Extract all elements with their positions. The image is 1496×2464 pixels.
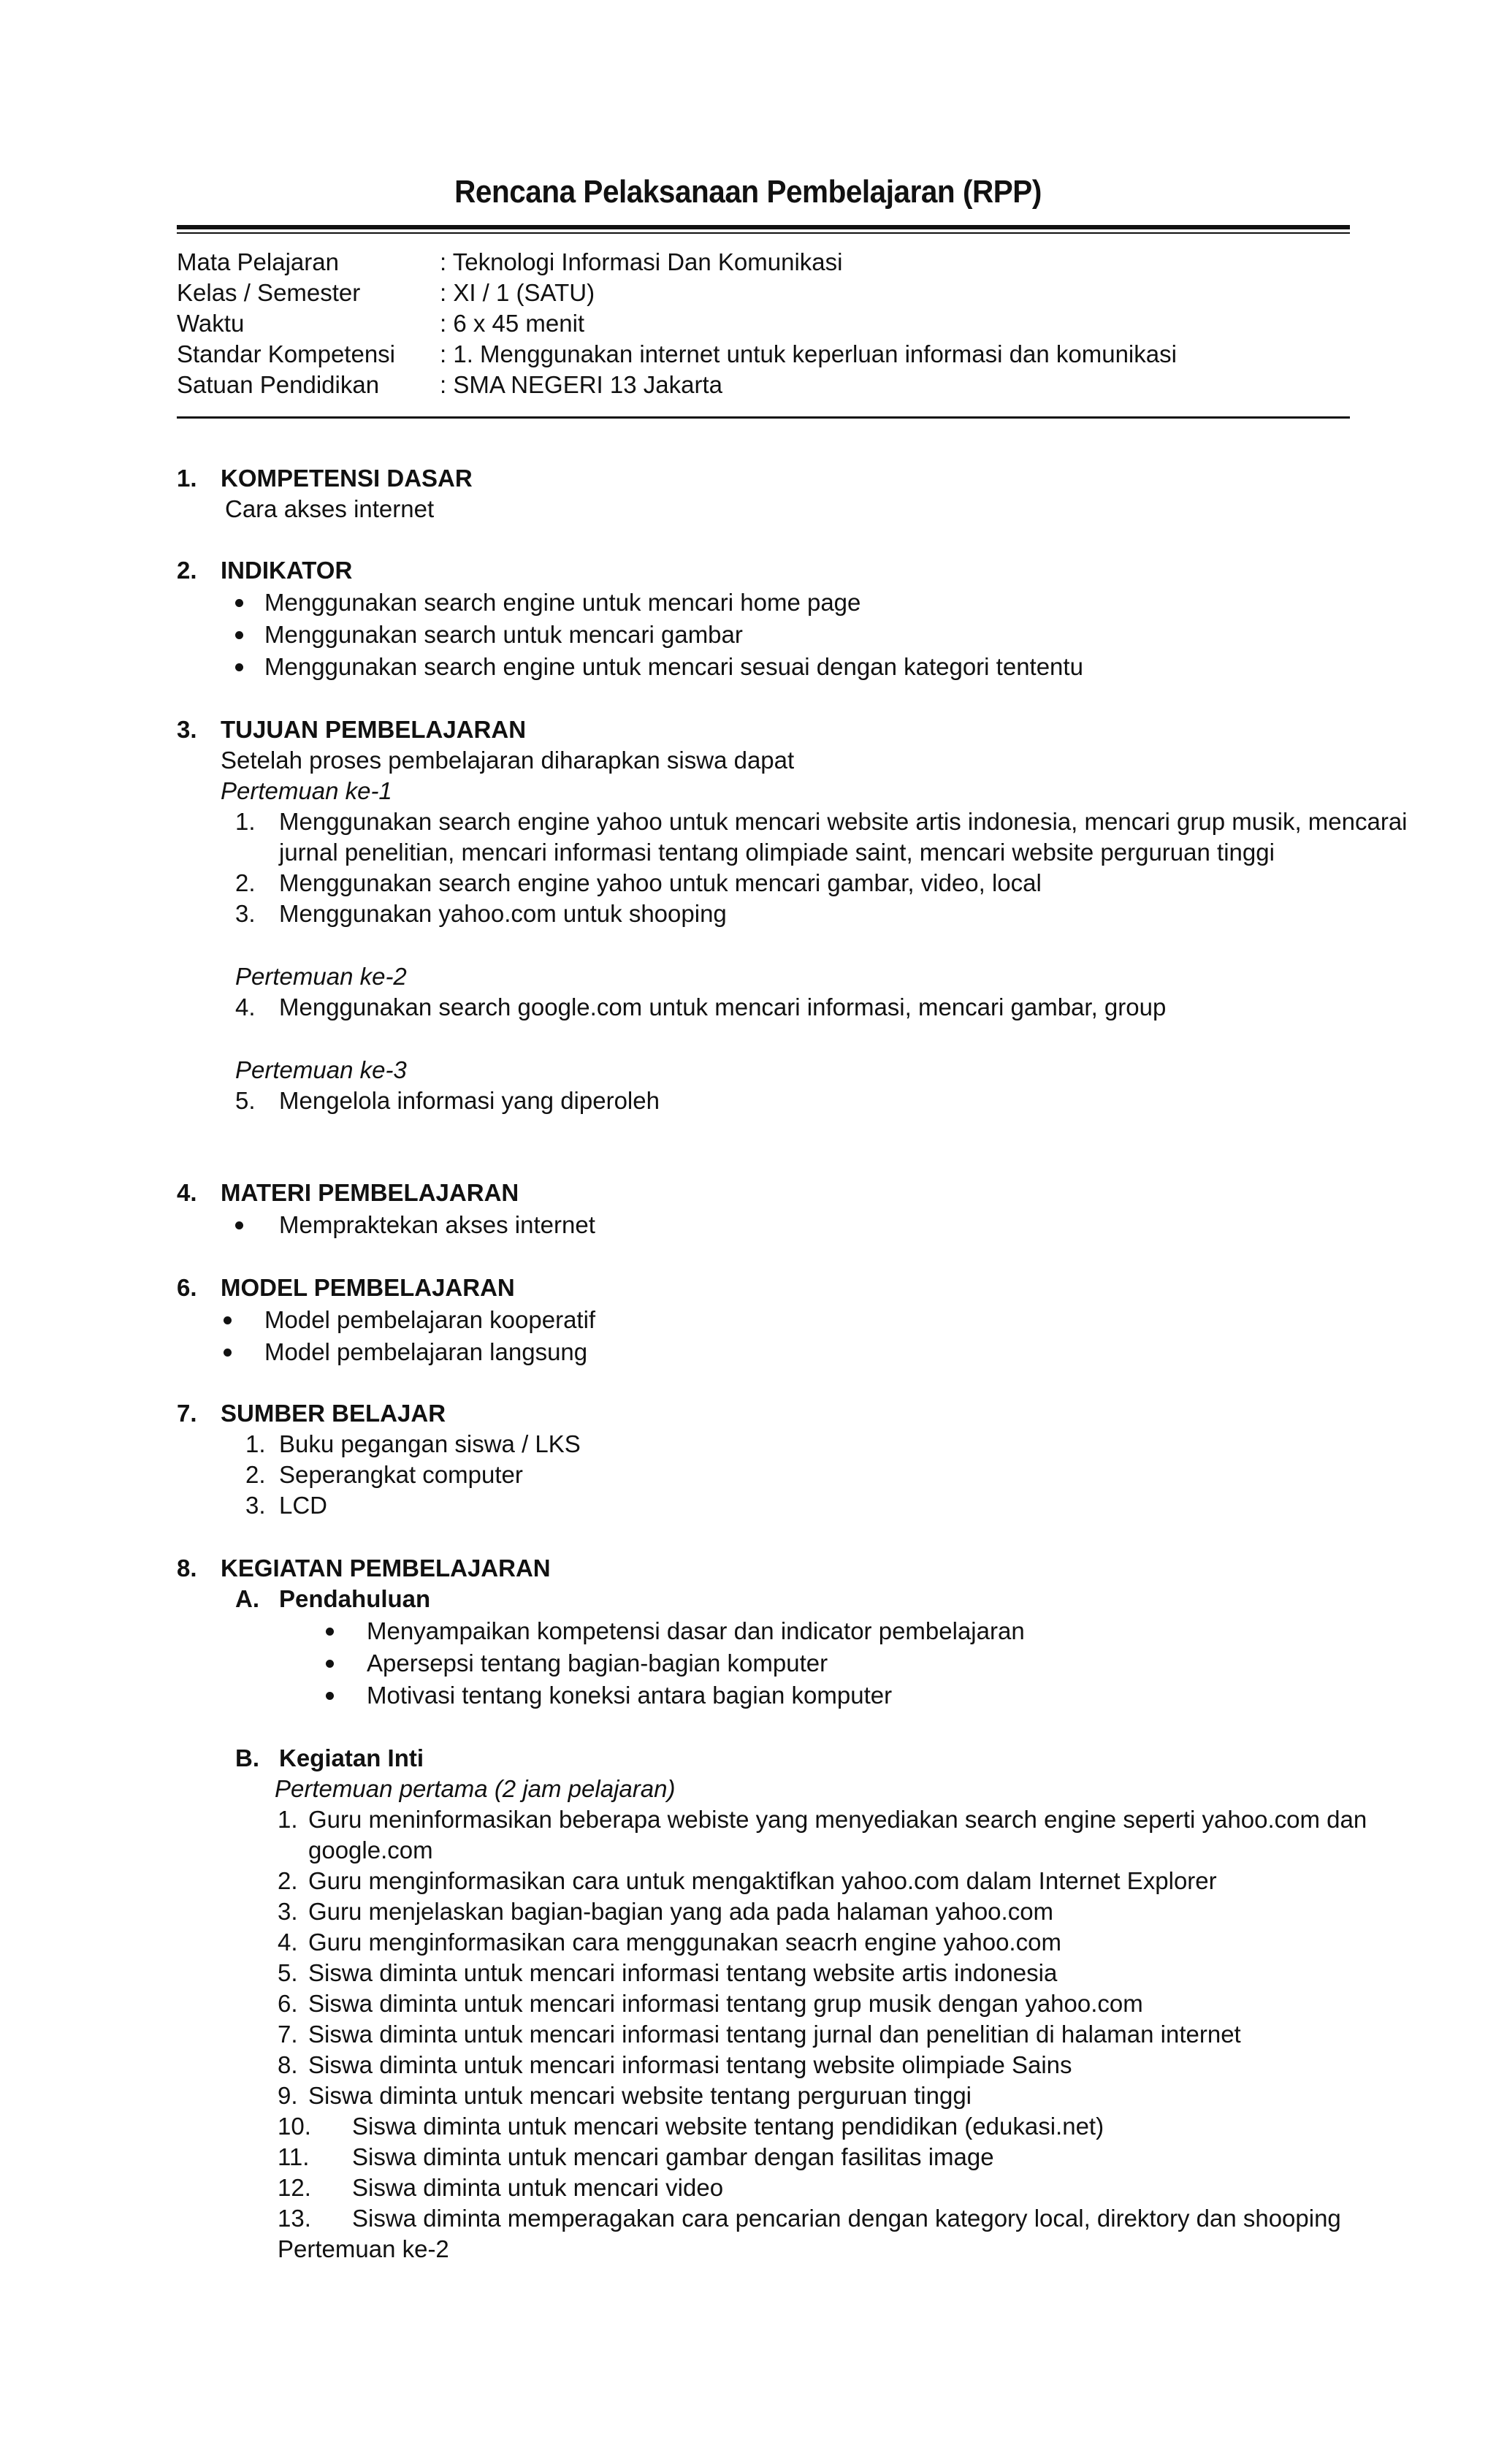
item-number: 2. xyxy=(245,1461,266,1488)
section-number: 2. xyxy=(177,557,197,584)
section-number: 3. xyxy=(177,716,197,743)
item-number: 5. xyxy=(278,1959,298,1986)
item-number: 12. xyxy=(278,2174,311,2201)
section-heading-sumber-belajar: SUMBER BELAJAR xyxy=(221,1400,446,1427)
list-item: Menggunakan search google.com untuk mencari informasi, mencari gambar, group xyxy=(279,993,1167,1021)
item-number: 4. xyxy=(278,1929,298,1956)
item-number: 3. xyxy=(278,1898,298,1925)
item-number: 11. xyxy=(278,2143,310,2170)
meta-label: Satuan Pendidikan xyxy=(177,371,380,398)
bullet-icon xyxy=(235,663,243,671)
section-heading-tujuan-pembelajaran: TUJUAN PEMBELAJARAN xyxy=(221,716,527,743)
subsection-heading-kegiatan-inti: Kegiatan Inti xyxy=(279,1744,424,1771)
item-number: 9. xyxy=(278,2082,298,2109)
document-title: Rencana Pelaksanaan Pembelajaran (RPP) xyxy=(454,174,1042,210)
section-text: Cara akses internet xyxy=(225,495,435,522)
section-heading-indikator: INDIKATOR xyxy=(221,557,353,584)
list-item: Buku pegangan siswa / LKS xyxy=(279,1430,581,1457)
list-item: Menggunakan search engine untuk mencari home page xyxy=(264,589,861,616)
meeting-label: Pertemuan ke-2 xyxy=(235,963,407,990)
item-number: 13. xyxy=(278,2205,311,2232)
meta-value: : Teknologi Informasi Dan Komunikasi xyxy=(440,248,843,275)
section-heading-kegiatan-pembelajaran: KEGIATAN PEMBELAJARAN xyxy=(221,1555,551,1582)
list-item: Siswa diminta memperagakan cara pencarian dengan kategory local, direktory dan shooping xyxy=(352,2205,1341,2232)
bullet-icon xyxy=(235,1221,243,1229)
list-item: Siswa diminta untuk mencari informasi tentang jurnal dan penelitian di halaman internet xyxy=(308,2021,1241,2048)
list-item: Guru menjelaskan bagian-bagian yang ada pada halaman yahoo.com xyxy=(308,1898,1054,1925)
bullet-icon xyxy=(326,1660,334,1668)
list-item: Mengelola informasi yang diperoleh xyxy=(279,1087,660,1114)
item-number: 3. xyxy=(245,1492,266,1519)
list-item: Siswa diminta untuk mencari informasi tentang website olimpiade Sains xyxy=(308,2051,1072,2078)
section-heading-kompetensi-dasar: KOMPETENSI DASAR xyxy=(221,465,473,492)
section-number: 6. xyxy=(177,1274,197,1301)
subsection-letter: A. xyxy=(235,1585,259,1612)
item-number: 1. xyxy=(235,808,256,835)
bullet-icon xyxy=(326,1628,334,1636)
item-number: 2. xyxy=(278,1867,298,1894)
section-heading-model-pembelajaran: MODEL PEMBELAJARAN xyxy=(221,1274,515,1301)
list-item: Seperangkat computer xyxy=(279,1461,523,1488)
meta-value: : 1. Menggunakan internet untuk keperluan informasi dan komunikasi xyxy=(440,340,1177,367)
title-rule-thick xyxy=(177,225,1350,229)
bullet-icon xyxy=(235,599,243,607)
item-number: 10. xyxy=(278,2113,311,2140)
bullet-icon xyxy=(224,1316,232,1324)
meta-label: Standar Kompetensi xyxy=(177,340,396,367)
section-heading-materi-pembelajaran: MATERI PEMBELAJARAN xyxy=(221,1179,519,1206)
list-item: Siswa diminta untuk mencari video xyxy=(352,2174,724,2201)
meeting-label: Pertemuan pertama (2 jam pelajaran) xyxy=(275,1775,676,1802)
list-item: Menggunakan search untuk mencari gambar xyxy=(264,621,743,648)
meeting-label: Pertemuan ke-3 xyxy=(235,1056,407,1083)
list-item: Siswa diminta untuk mencari informasi tentang website artis indonesia xyxy=(308,1959,1058,1986)
list-item: Menggunakan search engine yahoo untuk mencari website artis indonesia, mencari grup musik, mencarai xyxy=(279,808,1408,835)
list-item-continuation: jurnal penelitian, mencari informasi tentang olimpiade saint, mencari website perguruan tinggi xyxy=(279,839,1275,866)
meta-value: : XI / 1 (SATU) xyxy=(440,279,595,306)
list-item: Menyampaikan kompetensi dasar dan indicator pembelajaran xyxy=(367,1617,1025,1644)
bullet-icon xyxy=(235,631,243,639)
list-item: Siswa diminta untuk mencari website tentang pendidikan (edukasi.net) xyxy=(352,2113,1104,2140)
meta-label: Mata Pelajaran xyxy=(177,248,339,275)
item-number: 2. xyxy=(235,869,256,896)
item-number: 3. xyxy=(235,900,256,927)
bullet-icon xyxy=(326,1692,334,1700)
list-item: Siswa diminta untuk mencari informasi tentang grup musik dengan yahoo.com xyxy=(308,1990,1143,2017)
meta-value: : SMA NEGERI 13 Jakarta xyxy=(440,371,722,398)
section-number: 4. xyxy=(177,1179,197,1206)
bullet-icon xyxy=(224,1349,232,1357)
subsection-heading-pendahuluan: Pendahuluan xyxy=(279,1585,431,1612)
list-item: Apersepsi tentang bagian-bagian komputer xyxy=(367,1649,828,1677)
subsection-letter: B. xyxy=(235,1744,259,1771)
meta-label: Waktu xyxy=(177,310,245,337)
section-intro: Setelah proses pembelajaran diharapkan siswa dapat xyxy=(221,747,795,774)
item-number: 8. xyxy=(278,2051,298,2078)
list-item: Menggunakan search engine yahoo untuk mencari gambar, video, local xyxy=(279,869,1042,896)
list-item: Menggunakan search engine untuk mencari sesuai dengan kategori tententu xyxy=(264,653,1083,680)
item-number: 6. xyxy=(278,1990,298,2017)
item-number: 1. xyxy=(278,1806,298,1833)
item-number: 7. xyxy=(278,2021,298,2048)
list-item-continuation: google.com xyxy=(308,1836,433,1864)
meta-value: : 6 x 45 menit xyxy=(440,310,585,337)
list-item: Menggunakan yahoo.com untuk shooping xyxy=(279,900,727,927)
list-item: Model pembelajaran kooperatif xyxy=(264,1306,596,1333)
list-item: Guru meninformasikan beberapa webiste yang menyediakan search engine seperti yahoo.com dan xyxy=(308,1806,1367,1833)
list-item: Siswa diminta untuk mencari gambar dengan fasilitas image xyxy=(352,2143,994,2170)
item-number: 4. xyxy=(235,993,256,1021)
list-item: Guru menginformasikan cara untuk mengaktifkan yahoo.com dalam Internet Explorer xyxy=(308,1867,1217,1894)
title-rule-thin xyxy=(177,232,1350,234)
list-item: Guru menginformasikan cara menggunakan seacrh engine yahoo.com xyxy=(308,1929,1061,1956)
list-item: Motivasi tentang koneksi antara bagian komputer xyxy=(367,1682,893,1709)
meta-label: Kelas / Semester xyxy=(177,279,361,306)
meeting-label: Pertemuan ke-2 xyxy=(278,2235,449,2262)
section-number: 7. xyxy=(177,1400,197,1427)
meeting-label: Pertemuan ke-1 xyxy=(221,777,392,804)
item-number: 1. xyxy=(245,1430,266,1457)
list-item: LCD xyxy=(279,1492,328,1519)
section-number: 8. xyxy=(177,1555,197,1582)
section-number: 1. xyxy=(177,465,197,492)
list-item: Mempraktekan akses internet xyxy=(279,1211,595,1238)
list-item: Siswa diminta untuk mencari website tentang perguruan tinggi xyxy=(308,2082,972,2109)
list-item: Model pembelajaran langsung xyxy=(264,1338,588,1365)
meta-rule xyxy=(177,416,1350,419)
item-number: 5. xyxy=(235,1087,256,1114)
